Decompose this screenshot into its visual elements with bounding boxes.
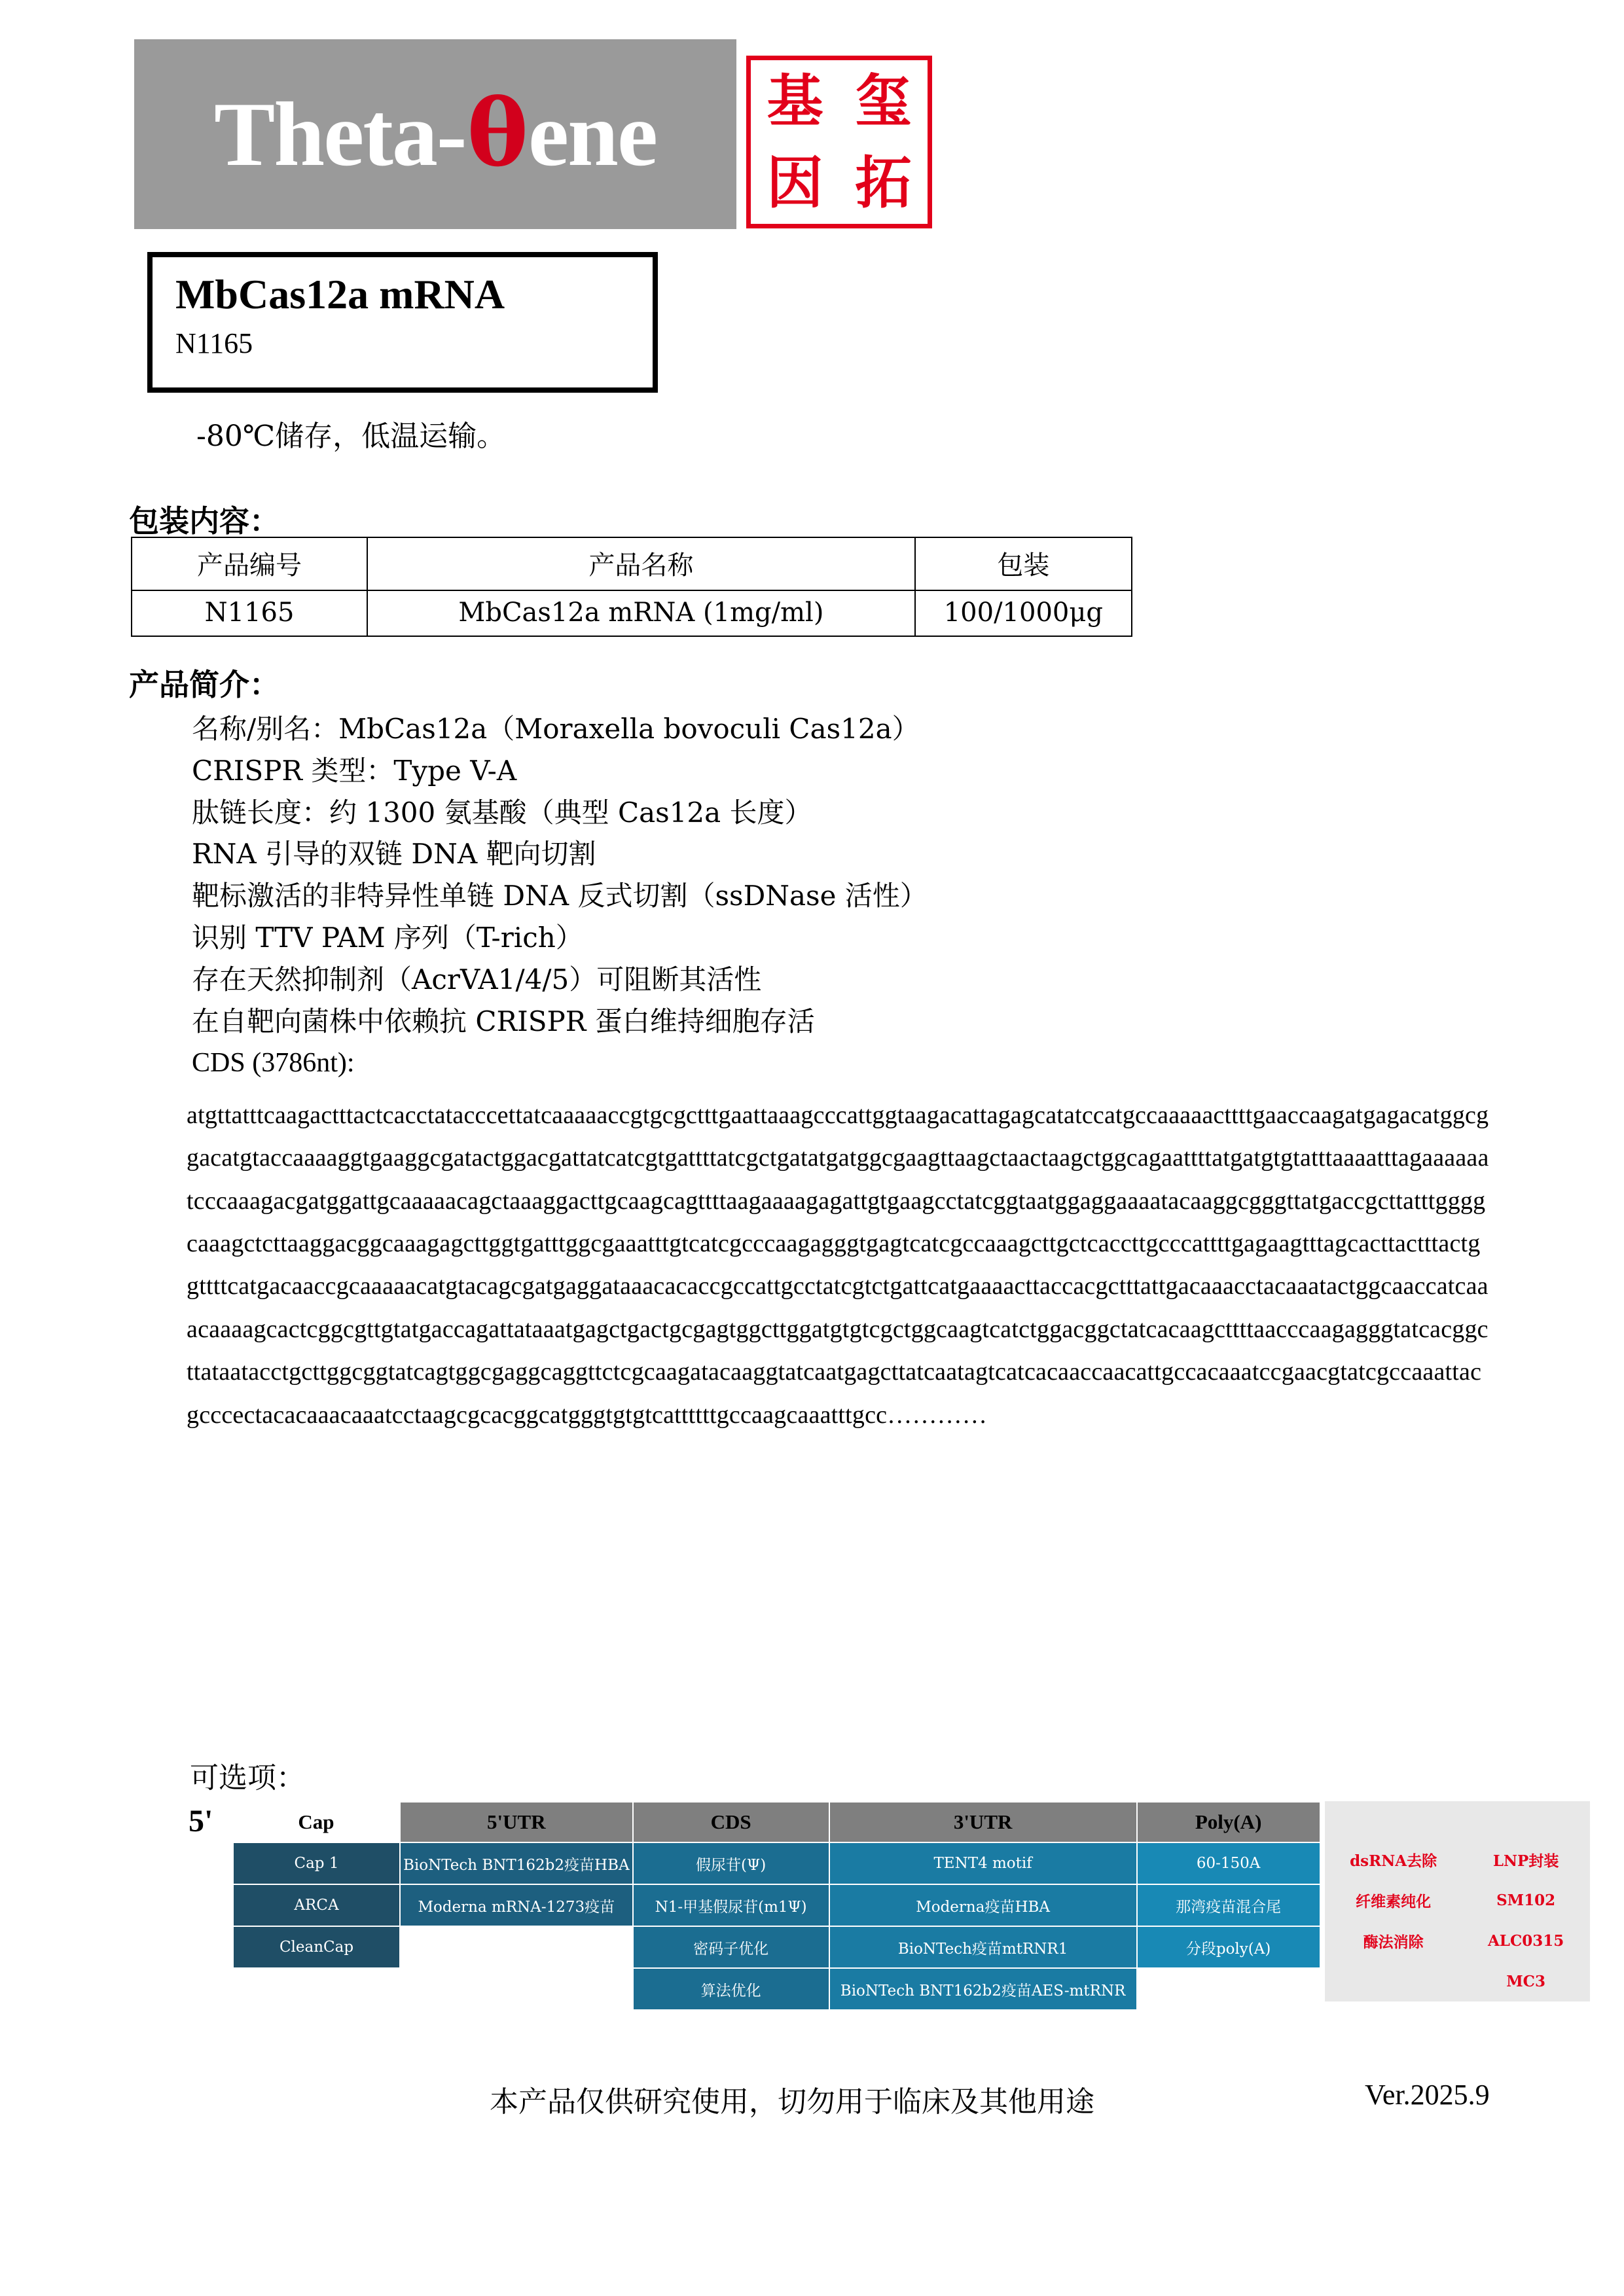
cell-code: N1165 (132, 590, 367, 636)
option-cell[interactable]: BioNTech疫苗mtRNR1 (829, 1926, 1137, 1968)
options-header-row (233, 1802, 1320, 1842)
cell-pack: 100/1000μg (915, 590, 1132, 636)
option-cell[interactable]: CleanCap (233, 1926, 400, 1968)
intro-line-ssdnase: 靶标激活的非特异性单链 DNA 反式切割（ssDNase 活性） (192, 880, 928, 912)
intro-list (192, 708, 1468, 1043)
intro-line-pam: 识别 TTV PAM 序列（T-rich） (192, 922, 583, 954)
intro-line-peptide-length: 肽链长度：约 1300 氨基酸（典型 Cas12a 长度） (192, 796, 812, 829)
storage-instructions: -80℃储存，低温运输。 (196, 420, 506, 453)
packaging-heading: 包装内容： (129, 503, 280, 539)
table-row (233, 1884, 1320, 1926)
mrna-structure-table (232, 1801, 1321, 2011)
theta-glyph: θ (467, 80, 527, 187)
option-cell[interactable]: 那湾疫苗混合尾 (1137, 1884, 1320, 1926)
table-row (233, 1842, 1320, 1884)
option-column-3utr: 3'UTR (829, 1802, 1137, 1842)
product-code: N1165 (175, 327, 253, 360)
logo-text-left: Theta- (213, 84, 466, 185)
column-header-code: 产品编号 (132, 537, 367, 590)
logo-text-right: ene (528, 84, 657, 185)
intro-line-anticrispr: 在自靶向菌株中依赖抗 CRISPR 蛋白维持细胞存活 (192, 1005, 815, 1037)
cds-label: CDS (3786nt): (192, 1048, 355, 1078)
option-cell[interactable]: TENT4 motif (829, 1842, 1137, 1884)
option-cell[interactable]: Moderna疫苗HBA (829, 1884, 1137, 1926)
table-row (233, 1968, 1320, 2010)
intro-line-crispr-type: CRISPR 类型：Type V-A (192, 754, 517, 787)
option-cell[interactable]: BioNTech BNT162b2疫苗AES-mtRNR (829, 1968, 1137, 2010)
intro-line-alias: 名称/别名：MbCas12a（Moraxella bovoculi Cas12a） (192, 713, 920, 745)
option-cell[interactable]: 算法优化 (633, 1968, 829, 2010)
footer-version: Ver.2025.9 (1365, 2079, 1490, 2111)
table-row (1325, 1880, 1590, 1920)
option-cell[interactable]: Cap 1 (233, 1842, 400, 1884)
intro-line-inhibitor: 存在天然抑制剂（AcrVA1/4/5）可阻断其活性 (192, 963, 762, 996)
purification-option[interactable]: 纤维素纯化 (1325, 1880, 1462, 1920)
company-logo-text (213, 80, 657, 187)
cell-name: MbCas12a mRNA (1mg/ml) (367, 590, 915, 636)
option-column-polya: Poly(A) (1137, 1802, 1320, 1842)
options-label: 可选项： (190, 1761, 305, 1795)
option-cell[interactable]: Moderna mRNA-1273疫苗 (400, 1884, 633, 1926)
product-title-box (147, 252, 658, 393)
seal-char-2: 玺 (855, 67, 912, 134)
option-column-cap: Cap (233, 1802, 400, 1842)
option-cell-empty (233, 1968, 400, 2010)
five-prime-label: 5' (189, 1804, 213, 1839)
purification-formulation-table (1325, 1801, 1590, 2001)
option-cell[interactable]: 60-150A (1137, 1842, 1320, 1884)
packaging-table (131, 537, 1132, 637)
cds-sequence: atgttatttcaagactttactcacctatacccettatcaaaaaccgtgcgctttgaattaaagcccattggtaagacattagagcatatccatgccaaaaacttttgaaccaagatgagacatggcggacatgtaccaaaaggtgaaggcgatactggacgattatcatcgtgattttatcgctgatatgatggcgaagttaagctaactaagctggcagaattttatgatgtgtatttaaaatttagaaaaaatcccaaagacgatggattgcaaaaacagctaaaggacttgcaagcagttttaagaaaagagattgtgaagcctatcggtaatggaggaaaatacaaggcgggttatgaccgcttatttggggcaaagctcttaaggacggcaaagagcttggtgatttggcgaaatttgtcatcgcccaagagggtgagtcatcgccaaagcttgctcaccttgcccattttgagaagtttagcacttactttactggttttcatgacaaccgcaaaaacatgtacagcgatgaggataaacacaccgccattgcctatcgtctgattcatgaaaacttaccacgctttattgacaaacctacaaatactggcaaccatcaaacaaaagcactcggcgttgtatgaccagattataaatgagctgactgcgagtggcttggatgtgtcgctggcaagtcatctggacggctatcacaagcttttaacccaagagggtatcacggcttataatacctgcttggcggtatcagtggcgaggcaggttctcgcaagatacaaggtatcaatgagcttatcaatagtcatcacaaccaacattgccacaaatccgaacgtatcgccaaattacgcccectacacaaacaaatcctaagcgcacggcatgggtgtgtcattttttgccaagcaaatttgcc………… (187, 1102, 1489, 1429)
purification-option[interactable]: dsRNA去除 (1325, 1839, 1462, 1880)
page-title: MbCas12a mRNA (175, 271, 505, 317)
option-cell-empty (400, 1926, 633, 1968)
spacer-cell (1325, 1801, 1462, 1839)
option-column-5utr: 5'UTR (400, 1802, 633, 1842)
purification-option-empty (1325, 1961, 1462, 2001)
table-spacer-row (1325, 1801, 1590, 1839)
seal-char-4: 拓 (855, 149, 912, 216)
table-row (1325, 1920, 1590, 1961)
table-row (1325, 1961, 1590, 2001)
purification-option[interactable]: 酶法消除 (1325, 1920, 1462, 1961)
option-cell[interactable]: BioNTech BNT162b2疫苗HBA (400, 1842, 633, 1884)
spacer-cell (1462, 1801, 1590, 1839)
formulation-option[interactable]: ALC0315 (1462, 1920, 1590, 1961)
option-cell-empty (400, 1968, 633, 2010)
option-cell[interactable]: 分段poly(A) (1137, 1926, 1320, 1968)
option-cell[interactable]: N1-甲基假尿苷(m1Ψ) (633, 1884, 829, 1926)
option-cell-empty (1137, 1968, 1320, 2010)
intro-line-rna-guided: RNA 引导的双链 DNA 靶向切割 (192, 838, 596, 870)
formulation-option[interactable]: LNP封装 (1462, 1839, 1590, 1880)
company-seal (746, 56, 932, 228)
options-tables (232, 1801, 1590, 2011)
brand-header (134, 39, 932, 229)
seal-char-1: 基 (767, 67, 823, 134)
table-row (1325, 1839, 1590, 1880)
column-header-pack: 包装 (915, 537, 1132, 590)
option-cell[interactable]: 假尿苷(Ψ) (633, 1842, 829, 1884)
table-row (233, 1926, 1320, 1968)
seal-char-3: 因 (767, 149, 823, 216)
option-column-cds: CDS (633, 1802, 829, 1842)
table-header-row (132, 537, 1132, 590)
footer-disclaimer: 本产品仅供研究使用，切勿用于临床及其他用途 (490, 2085, 1094, 2119)
option-cell[interactable]: ARCA (233, 1884, 400, 1926)
company-logo (134, 39, 736, 229)
table-row (132, 590, 1132, 636)
formulation-option[interactable]: MC3 (1462, 1961, 1590, 2001)
option-cell[interactable]: 密码子优化 (633, 1926, 829, 1968)
intro-heading: 产品简介： (129, 667, 280, 702)
column-header-name: 产品名称 (367, 537, 915, 590)
formulation-option[interactable]: SM102 (1462, 1880, 1590, 1920)
